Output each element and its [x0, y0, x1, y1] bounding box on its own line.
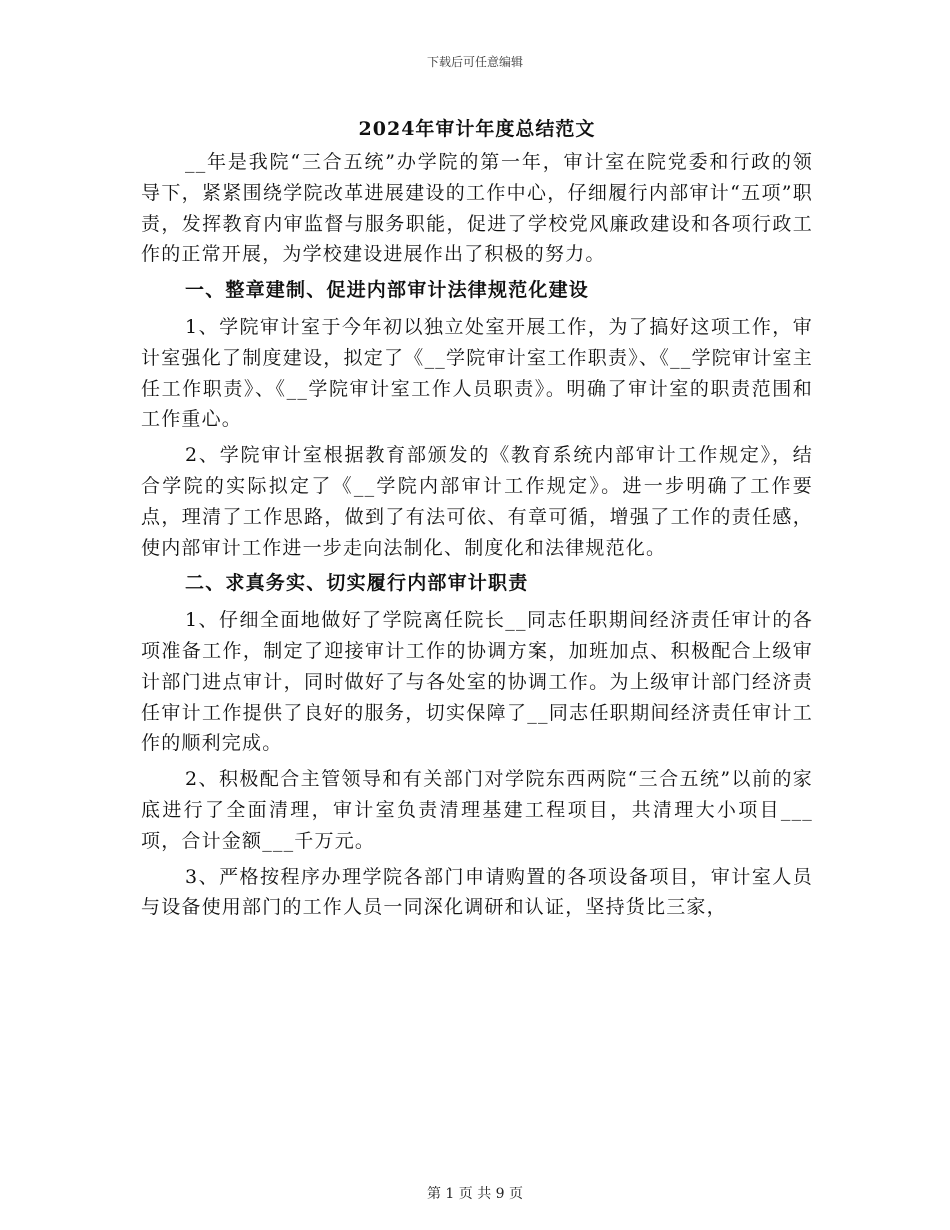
section-2-paragraph-1: 1、仔细全面地做好了学院离任院长__同志任职期间经济责任审计的各项准备工作，制定了迎接审计工作的协调方案，加班加点、积极配合上级审计部门进点审计，同时做好了与各处室的协调工作。为上级审计部门经济责任审计工作提供了良好的服务，切实保障了__同志任职期间经济责任审计工作的顺利完成。: [141, 609, 813, 755]
document-body: [141, 111, 813, 928]
page-header-note: 下载后可任意编辑: [426, 55, 523, 69]
page-number-footer: 第 1 页 共 9 页: [426, 1186, 524, 1202]
section-heading-2: 二、求真务实、切实履行内部审计职责: [185, 572, 529, 595]
section-2-paragraph-2: 2、积极配合主管领导和有关部门对学院东西两院“三合五统”以前的家底进行了全面清理，审计室负责清理基建工程项目，共清理大小项目___项，合计金额___千万元。: [141, 768, 813, 852]
section-2-paragraph-3: 3、严格按程序办理学院各部门申请购置的各项设备项目，审计室人员与设备使用部门的工作人员一同深化调研和认证，坚持货比三家，: [141, 865, 813, 919]
document-title: 2024年审计年度总结范文: [358, 118, 596, 140]
section-1-paragraph-1: 1、学院审计室于今年初以独立处室开展工作，为了搞好这项工作，审计室强化了制度建设，拟定了《__学院审计室工作职责》、《__学院审计室主任工作职责》、《__学院审计室工作人员职责》。明确了审计室的职责范围和工作重心。: [141, 315, 813, 431]
section-1-paragraph-2: 2、学院审计室根据教育部颁发的《教育系统内部审计工作规定》，结合学院的实际拟定了《__学院内部审计工作规定》。进一步明确了工作要点，理清了工作思路，做到了有法可依、有章可循，增强了工作的责任感，使内部审计工作进一步走向法制化、制度化和法律规范化。: [141, 444, 813, 559]
section-heading-1: 一、整章建制、促进内部审计法律规范化建设: [185, 279, 590, 302]
intro-paragraph: __年是我院“三合五统”办学院的第一年，审计室在院党委和行政的领导下，紧紧围绕学院改革进展建设的工作中心，仔细履行内部审计“五项”职责，发挥教育内审监督与服务职能，促进了学校党风廉政建设和各项行政工作的正常开展，为学校建设进展作出了积极的努力。: [141, 151, 813, 266]
